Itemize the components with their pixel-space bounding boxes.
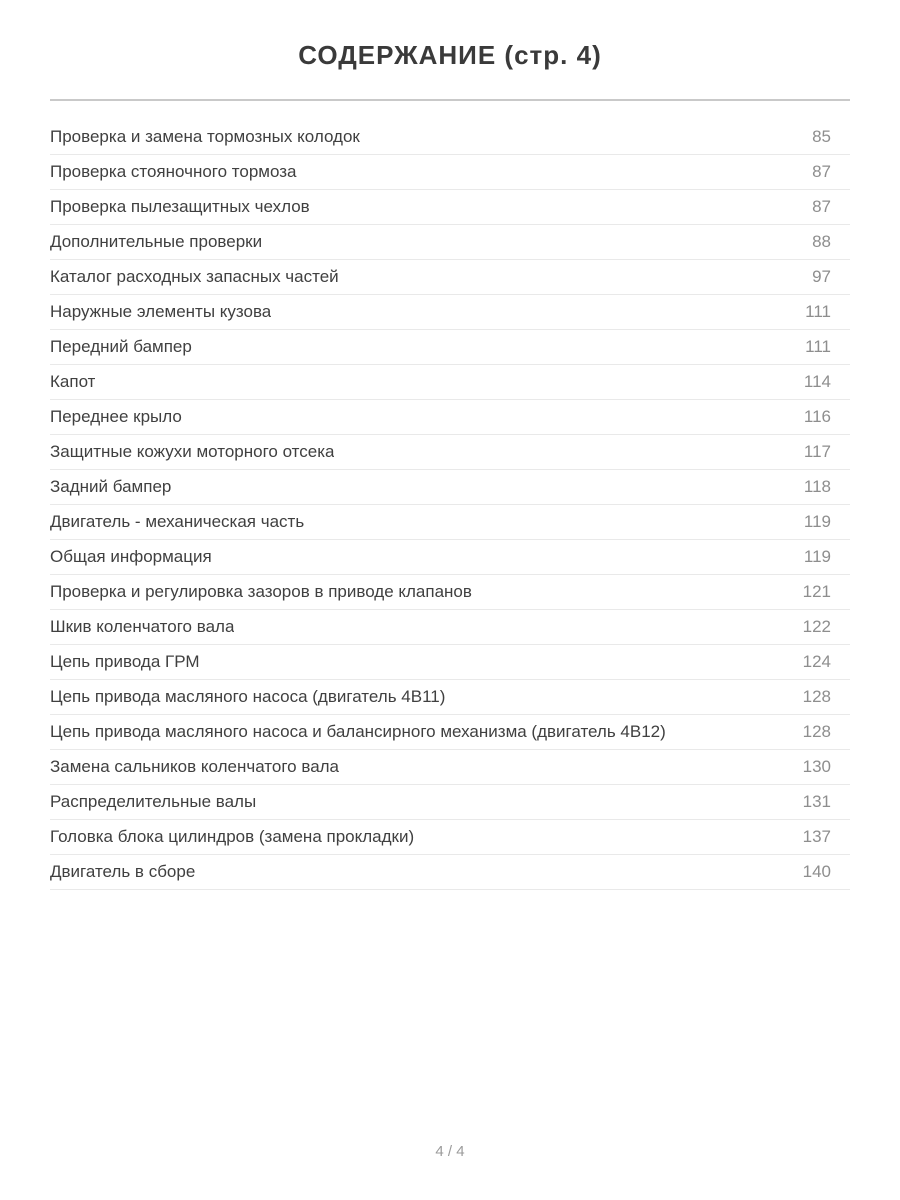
toc-entry-label: Наружные элементы кузова xyxy=(50,302,272,321)
toc-entry-label: Шкив коленчатого вала xyxy=(50,617,235,636)
toc-row[interactable] xyxy=(50,120,850,155)
toc-entry-page: 140 xyxy=(802,862,831,881)
toc-entry-label: Замена сальников коленчатого вала xyxy=(50,757,340,776)
toc-entry-page: 87 xyxy=(812,162,831,181)
toc-entry-label: Цепь привода масляного насоса (двигатель 4B11) xyxy=(50,687,446,706)
toc-entry-page: 119 xyxy=(803,512,831,531)
toc-entry-page: 116 xyxy=(803,407,831,426)
toc-entry-page: 88 xyxy=(812,232,831,251)
toc-entry-label: Проверка стояночного тормоза xyxy=(50,162,297,181)
toc-row[interactable] xyxy=(50,155,850,190)
toc-row[interactable] xyxy=(50,540,850,575)
toc-entry-label: Проверка и замена тормозных колодок xyxy=(50,127,360,146)
toc-entry-page: 130 xyxy=(802,757,831,776)
toc-entry-label: Дополнительные проверки xyxy=(50,232,263,251)
toc-row[interactable] xyxy=(50,435,850,470)
toc-row[interactable] xyxy=(50,680,850,715)
toc-row[interactable] xyxy=(50,715,850,750)
toc-entry-page: 122 xyxy=(802,617,831,636)
toc-entry-label: Цепь привода масляного насоса и балансирного механизма (двигатель 4B12) xyxy=(50,722,666,741)
toc-row[interactable] xyxy=(50,225,850,260)
toc-entry-label: Передний бампер xyxy=(50,337,192,356)
toc-row[interactable] xyxy=(50,295,850,330)
toc-row[interactable] xyxy=(50,400,850,435)
toc-entry-page: 114 xyxy=(803,372,831,391)
toc-entry-label: Защитные кожухи моторного отсека xyxy=(50,442,335,461)
toc-entry-page: 85 xyxy=(812,127,831,146)
header-divider xyxy=(50,99,850,101)
toc-row[interactable] xyxy=(50,820,850,855)
toc-entry-page: 87 xyxy=(812,197,831,216)
toc-entry-page: 128 xyxy=(802,722,831,741)
toc-entry-label: Каталог расходных запасных частей xyxy=(50,267,339,286)
toc-row[interactable] xyxy=(50,505,850,540)
toc-entry-label: Распределительные валы xyxy=(50,792,257,811)
toc-list xyxy=(50,120,850,890)
toc-entry-page: 128 xyxy=(802,687,831,706)
toc-entry-label: Проверка пылезащитных чехлов xyxy=(50,197,310,216)
toc-row[interactable] xyxy=(50,855,850,890)
toc-entry-page: 118 xyxy=(803,477,831,496)
toc-entry-page: 121 xyxy=(802,582,831,601)
toc-entry-page: 124 xyxy=(802,652,831,671)
toc-row[interactable] xyxy=(50,365,850,400)
toc-row[interactable] xyxy=(50,330,850,365)
toc-entry-label: Головка блока цилиндров (замена прокладки) xyxy=(50,827,415,846)
toc-entry-label: Проверка и регулировка зазоров в приводе клапанов xyxy=(50,582,472,601)
toc-row[interactable] xyxy=(50,470,850,505)
toc-row[interactable] xyxy=(50,610,850,645)
toc-row[interactable] xyxy=(50,575,850,610)
toc-row[interactable] xyxy=(50,645,850,680)
toc-entry-label: Общая информация xyxy=(50,547,212,566)
toc-entry-label: Двигатель - механическая часть xyxy=(50,512,305,531)
toc-row[interactable] xyxy=(50,260,850,295)
toc-entry-page: 137 xyxy=(802,827,831,846)
toc-row[interactable] xyxy=(50,190,850,225)
toc-entry-page: 131 xyxy=(802,792,831,811)
toc-row[interactable] xyxy=(50,750,850,785)
toc-entry-label: Переднее крыло xyxy=(50,407,182,426)
page-indicator: 4 / 4 xyxy=(435,1143,465,1160)
page-title: СОДЕРЖАНИЕ (стр. 4) xyxy=(298,40,602,70)
toc-entry-label: Капот xyxy=(50,372,96,391)
toc-entry-page: 119 xyxy=(803,547,831,566)
toc-entry-label: Цепь привода ГРМ xyxy=(50,652,200,671)
toc-entry-page: 111 xyxy=(805,337,831,356)
toc-row[interactable] xyxy=(50,785,850,820)
toc-entry-page: 97 xyxy=(812,267,831,286)
toc-entry-label: Задний бампер xyxy=(50,477,172,496)
toc-entry-label: Двигатель в сборе xyxy=(50,862,196,881)
toc-entry-page: 117 xyxy=(803,442,831,461)
toc-entry-page: 111 xyxy=(805,302,831,321)
